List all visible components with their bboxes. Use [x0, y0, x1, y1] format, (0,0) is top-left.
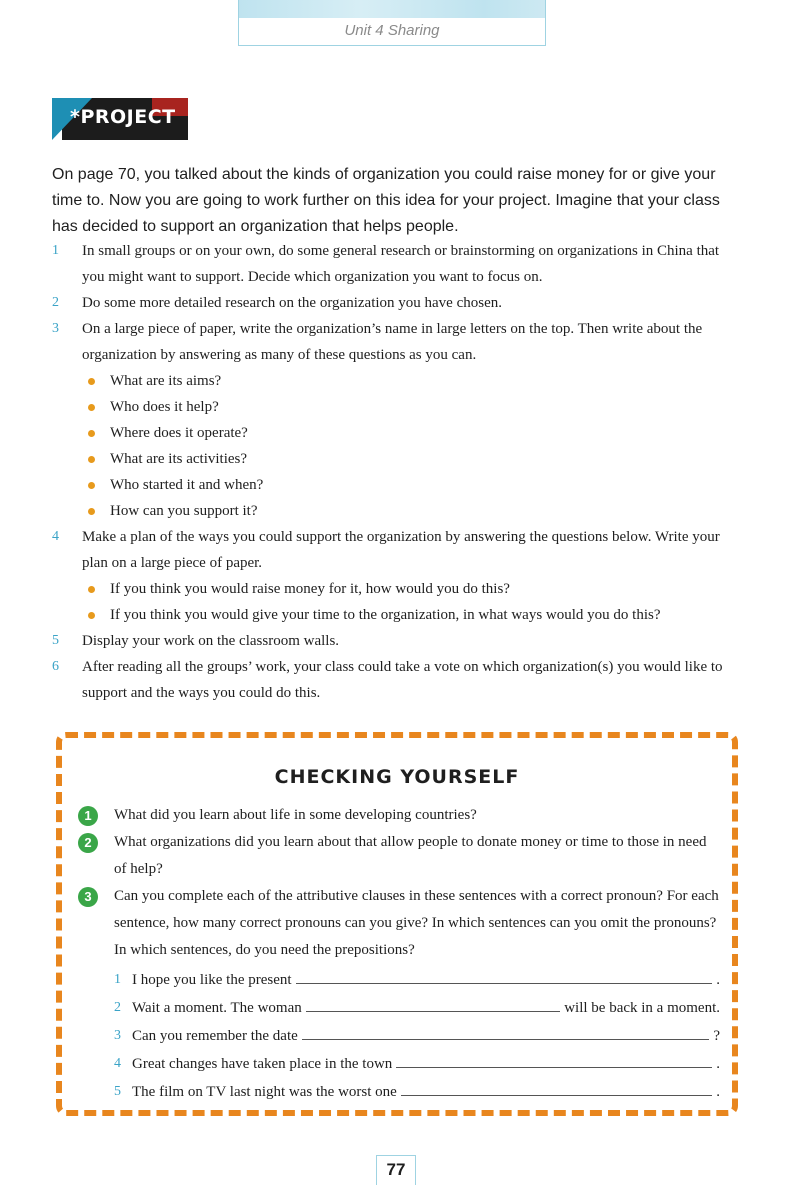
fill-in-before: The film on TV last night was the worst one — [132, 1084, 397, 1100]
fill-in-number: 5 — [114, 1084, 121, 1099]
bullet-icon — [88, 508, 95, 515]
bullet-icon — [88, 612, 95, 619]
fill-in-number: 4 — [114, 1056, 121, 1071]
fill-in-before: Can you remember the date — [132, 1028, 298, 1044]
bullet-item: If you think you would give your time to the organization, in what ways would you do this? — [52, 602, 742, 628]
step-text: Display your work on the classroom walls. — [82, 633, 340, 649]
unit-label: Unit 4 Sharing — [344, 22, 440, 39]
fill-in-after: . — [716, 1084, 720, 1100]
fill-in-item — [74, 966, 720, 994]
step-item — [52, 316, 742, 368]
header-sky-decoration — [239, 0, 545, 18]
unit-header — [238, 0, 546, 46]
bullet-item: How can you support it? — [52, 498, 742, 524]
bullet-item: Where does it operate? — [52, 420, 742, 446]
step-text: Do some more detailed research on the organization you have chosen. — [82, 295, 502, 311]
bullet-item: Who does it help? — [52, 394, 742, 420]
bullet-item: Who started it and when? — [52, 472, 742, 498]
intro-paragraph: On page 70, you talked about the kinds of organization you could raise money for or give your time to. Now you are going to work further on this idea for your project. Imagine that your class has decided to support an organization that helps people. — [52, 166, 720, 235]
question-item — [74, 883, 720, 964]
question-text: Can you complete each of the attributive clauses in these sentences with a correct pronoun? For each sentence, how many correct pronouns can you give? In which sentences can you omit the pronouns? In which sentences, do you need the prepositions? — [114, 888, 719, 958]
step-number: 1 — [52, 243, 59, 258]
bullet-item: If you think you would raise money for it, how would you do this? — [52, 576, 742, 602]
question-number-badge: 1 — [78, 806, 98, 826]
fill-in-after: ? — [713, 1028, 720, 1044]
bullet-icon — [88, 586, 95, 593]
step-item — [52, 290, 742, 316]
checking-yourself-box — [56, 732, 738, 1116]
page-number: 77 — [376, 1155, 416, 1185]
step-item — [52, 238, 742, 290]
step-text: Make a plan of the ways you could support the organization by answering the questions below. Write your plan on a large piece of paper. — [82, 529, 720, 571]
project-section-tag — [52, 98, 188, 140]
checking-questions — [74, 802, 720, 1106]
step-item — [52, 654, 742, 706]
step-number: 3 — [52, 321, 59, 336]
steps-list — [52, 238, 742, 706]
bullet-icon — [88, 456, 95, 463]
fill-in-item — [74, 994, 720, 1022]
fill-in-after: . — [716, 972, 720, 988]
question-number-badge: 3 — [78, 887, 98, 907]
fill-in-blank[interactable] — [296, 966, 713, 984]
question-text: What organizations did you learn about that allow people to donate money or time to those in need of help? — [114, 834, 707, 877]
step-3-questions — [52, 368, 742, 524]
step-item — [52, 524, 742, 576]
fill-in-blank[interactable] — [401, 1078, 712, 1096]
step-number: 5 — [52, 633, 59, 648]
fill-in-after: will be back in a moment. — [564, 1000, 720, 1016]
step-4-questions — [52, 576, 742, 628]
fill-in-before: Great changes have taken place in the town — [132, 1056, 393, 1072]
bullet-icon — [88, 482, 95, 489]
fill-in-blank[interactable] — [396, 1050, 712, 1068]
bullet-icon — [88, 430, 95, 437]
question-item — [74, 802, 720, 829]
step-text: After reading all the groups’ work, your class could take a vote on which organization(s) you would like to support and the ways you could do this. — [82, 659, 723, 701]
question-number-badge: 2 — [78, 833, 98, 853]
bullet-icon — [88, 378, 95, 385]
fill-in-item — [74, 1078, 720, 1106]
step-text: In small groups or on your own, do some general research or brainstorming on organizations in China that you might want to support. Decide which organization you want to focus on. — [82, 243, 720, 285]
step-number: 6 — [52, 659, 59, 674]
fill-in-number: 2 — [114, 1000, 121, 1015]
bullet-item: What are its activities? — [52, 446, 742, 472]
bullet-icon — [88, 404, 95, 411]
fill-in-list — [74, 966, 720, 1106]
step-item — [52, 628, 742, 654]
fill-in-item — [74, 1022, 720, 1050]
fill-in-before: I hope you like the present — [132, 972, 292, 988]
fill-in-after: . — [716, 1056, 720, 1072]
fill-in-blank[interactable] — [306, 994, 560, 1012]
step-text: On a large piece of paper, write the organization’s name in large letters on the top. Then write about the organization by answering as many of these questions as you can. — [82, 321, 703, 363]
question-text: What did you learn about life in some developing countries? — [114, 807, 477, 823]
step-number: 2 — [52, 295, 59, 310]
step-number: 4 — [52, 529, 59, 544]
section-tag-text: *PROJECT — [70, 106, 176, 128]
bullet-item: What are its aims? — [52, 368, 742, 394]
fill-in-blank[interactable] — [302, 1022, 710, 1040]
fill-in-item — [74, 1050, 720, 1078]
fill-in-number: 3 — [114, 1028, 121, 1043]
fill-in-number: 1 — [114, 972, 121, 987]
fill-in-before: Wait a moment. The woman — [132, 1000, 302, 1016]
checking-yourself-title: CHECKING YOURSELF — [274, 766, 520, 788]
question-item — [74, 829, 720, 883]
